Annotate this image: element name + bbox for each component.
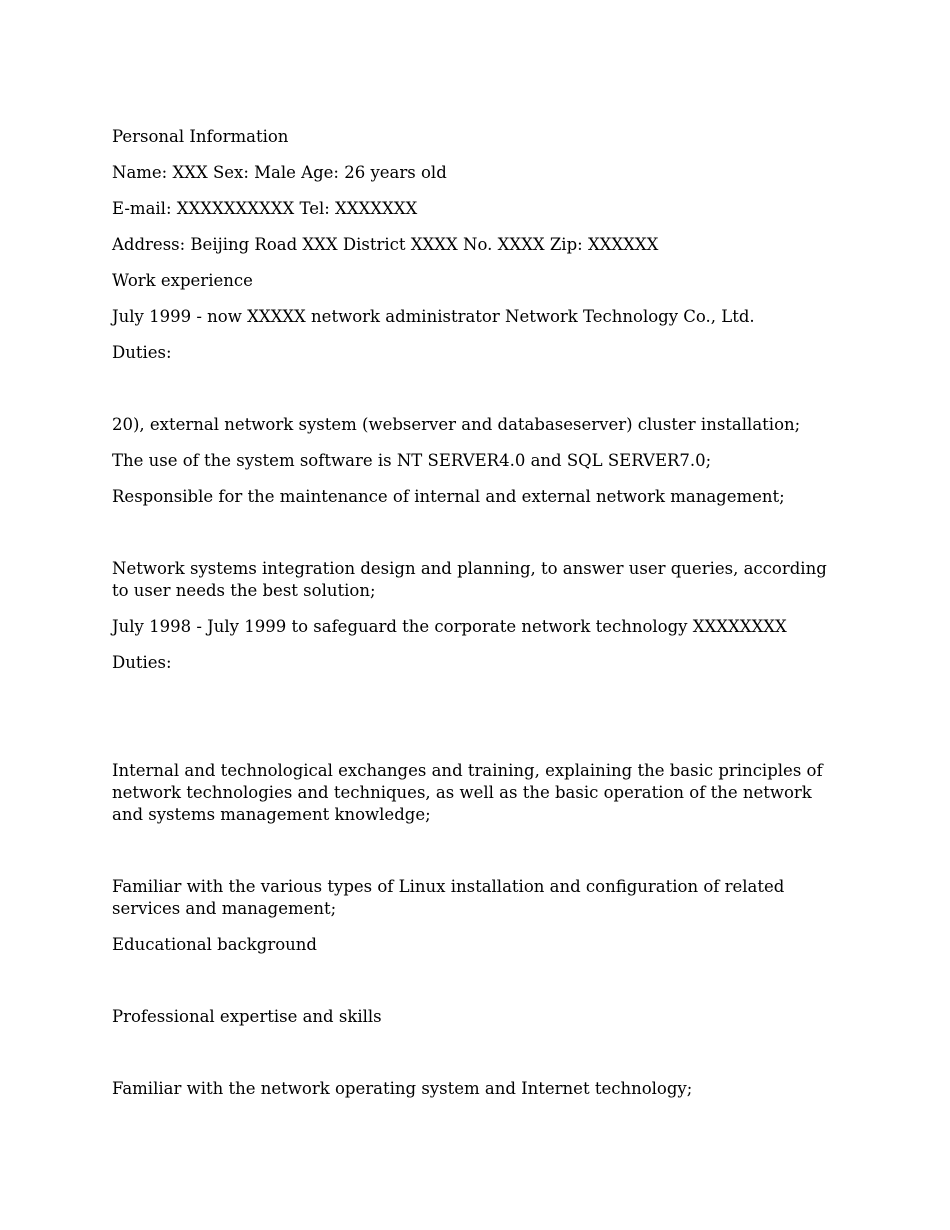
job-2-duty-training: Internal and technological exchanges and training, explaining the basic principles of network technologies and techniques, as well as the basic operation of the network and systems management knowledge;: [112, 761, 823, 824]
resume-body: [112, 126, 828, 1114]
job-1-duty-cluster-installation: 20), external network system (webserver and databaseserver) cluster installation;: [112, 415, 801, 434]
section-heading-education: Educational background: [112, 935, 317, 954]
blank-line: [112, 522, 828, 558]
blank-line: [112, 970, 828, 1006]
personal-email-tel: E-mail: XXXXXXXXXX Tel: XXXXXXX: [112, 199, 418, 218]
section-heading-work-experience: Work experience: [112, 271, 253, 290]
job-2-title: July 1998 - July 1999 to safeguard the corporate network technology XXXXXXXX: [112, 617, 787, 636]
blank-lines: [112, 688, 828, 760]
personal-name-sex-age: Name: XXX Sex: Male Age: 26 years old: [112, 163, 447, 182]
job-1-duty-system-software: The use of the system software is NT SERVER4.0 and SQL SERVER7.0;: [112, 451, 712, 470]
section-heading-personal-information: Personal Information: [112, 127, 289, 146]
job-2-duty-linux: Familiar with the various types of Linux installation and configuration of related services and management;: [112, 877, 785, 918]
job-2-duties-label: Duties:: [112, 653, 172, 672]
job-1-duties-label: Duties:: [112, 343, 172, 362]
blank-line: [112, 1042, 828, 1078]
job-1-duty-network-maintenance: Responsible for the maintenance of internal and external network management;: [112, 487, 785, 506]
blank-line: [112, 378, 828, 414]
personal-address: Address: Beijing Road XXX District XXXX No. XXXX Zip: XXXXXX: [112, 235, 659, 254]
skill-network-os-internet: Familiar with the network operating system and Internet technology;: [112, 1079, 693, 1098]
job-1-title: July 1999 - now XXXXX network administrator Network Technology Co., Ltd.: [112, 307, 755, 326]
blank-line: [112, 840, 828, 876]
section-heading-skills: Professional expertise and skills: [112, 1007, 382, 1026]
job-1-duty-integration-design: Network systems integration design and planning, to answer user queries, according to user needs the best solution;: [112, 559, 827, 600]
